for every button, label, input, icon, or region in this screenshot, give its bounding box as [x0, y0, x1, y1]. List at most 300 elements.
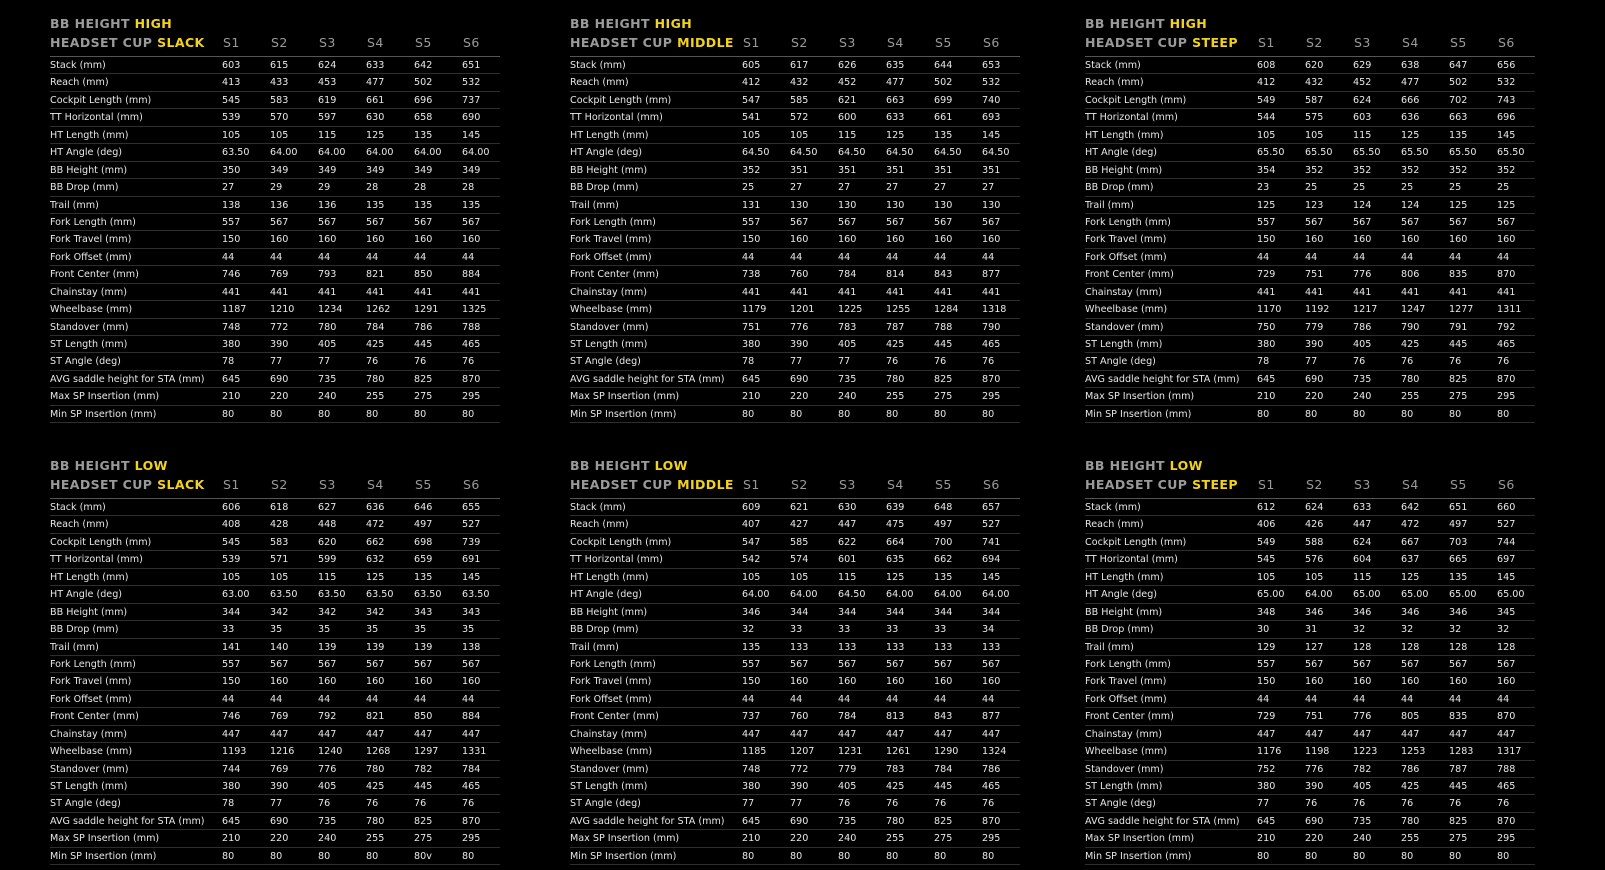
cell-value: 583 [270, 536, 289, 548]
bb-height-label: BB HEIGHT [50, 16, 130, 31]
cell-value: 63.00 [222, 589, 250, 601]
cell-value: 150 [1257, 234, 1276, 246]
table-row [1085, 691, 1535, 708]
cell-value: 447 [742, 728, 761, 740]
row-label: HT Angle (deg) [570, 589, 643, 601]
cell-value: 630 [838, 502, 857, 513]
row-values [742, 500, 1030, 516]
cell-value: 80 [982, 408, 995, 420]
cell-value: 567 [462, 216, 481, 228]
row-label: Min SP Insertion (mm) [50, 850, 157, 862]
cell-value: 539 [222, 554, 241, 566]
row-label: Cockpit Length (mm) [50, 94, 152, 106]
cell-value: 344 [934, 606, 953, 618]
cell-value: 567 [366, 658, 385, 670]
row-values [222, 267, 510, 283]
row-label: Stack (mm) [570, 502, 626, 513]
cell-value: 1324 [982, 746, 1007, 758]
cell-value: 408 [222, 519, 241, 531]
cell-value: 354 [1257, 164, 1276, 176]
cell-value: 343 [414, 606, 433, 618]
cell-value: 160 [1353, 676, 1372, 688]
cell-value: 405 [1353, 339, 1372, 350]
size-label: S3 [839, 477, 856, 492]
row-label: Cockpit Length (mm) [570, 94, 672, 106]
cell-value: 44 [982, 693, 995, 705]
row-label: BB Drop (mm) [1085, 182, 1154, 194]
cell-value: 445 [1449, 339, 1468, 350]
cell-value: 659 [414, 554, 433, 566]
row-values [1257, 605, 1545, 621]
cell-value: 567 [886, 216, 905, 228]
cell-value: 35 [318, 624, 331, 636]
cell-value: 527 [1497, 519, 1516, 531]
row-label: Min SP Insertion (mm) [570, 408, 677, 420]
row-label: Max SP Insertion (mm) [1085, 833, 1195, 845]
cell-value: 441 [742, 286, 761, 298]
cell-value: 44 [742, 251, 755, 263]
cell-value: 780 [886, 815, 905, 827]
cell-value: 133 [886, 641, 905, 653]
cell-value: 813 [886, 711, 905, 723]
cell-value: 63.50 [270, 589, 298, 601]
size-header [223, 475, 511, 494]
cell-value: 78 [742, 356, 755, 368]
table-row [50, 621, 500, 638]
cell-value: 502 [414, 77, 433, 89]
row-values [1257, 535, 1545, 551]
cell-value: 390 [790, 339, 809, 350]
cell-value: 80 [934, 850, 947, 862]
cell-value: 784 [838, 711, 857, 723]
cell-value: 210 [742, 833, 761, 845]
cell-value: 80 [1449, 850, 1462, 862]
table-row [570, 499, 1020, 516]
cell-value: 105 [270, 571, 289, 583]
cell-value: 630 [366, 112, 385, 124]
row-values [742, 320, 1030, 336]
cell-value: 772 [270, 321, 289, 333]
row-values [222, 692, 510, 708]
row-values [742, 180, 1030, 196]
table-row [50, 109, 500, 126]
cell-value: 138 [462, 641, 481, 653]
cell-value: 632 [366, 554, 385, 566]
row-values [222, 128, 510, 144]
table-row [570, 388, 1020, 405]
cell-value: 145 [982, 129, 1001, 141]
size-label: S5 [935, 35, 952, 50]
cell-value: 76 [366, 356, 379, 368]
row-values [222, 250, 510, 266]
row-values [1257, 814, 1545, 830]
cell-value: 405 [318, 781, 337, 792]
table-row [50, 319, 500, 336]
row-values [742, 692, 1030, 708]
cell-value: 255 [1401, 391, 1420, 403]
cell-value: 160 [318, 676, 337, 688]
table-row [570, 586, 1020, 603]
cell-value: 545 [222, 94, 241, 106]
cell-value: 814 [886, 269, 905, 281]
cell-value: 44 [318, 693, 331, 705]
cell-value: 125 [1401, 129, 1420, 141]
cell-value: 1291 [414, 304, 439, 316]
table-row [570, 144, 1020, 161]
geometry-table [570, 456, 1020, 865]
table-row [570, 266, 1020, 283]
cell-value: 629 [1353, 60, 1372, 71]
cell-value: 1261 [886, 746, 911, 758]
cell-value: 80 [886, 850, 899, 862]
size-label: S2 [791, 477, 808, 492]
row-values [742, 93, 1030, 109]
headset-cup-value: STEEP [1192, 35, 1238, 50]
cell-value: 105 [222, 571, 241, 583]
cell-value: 447 [1497, 728, 1516, 740]
cell-value: 380 [222, 781, 241, 792]
cell-value: 656 [1497, 60, 1516, 71]
cell-value: 160 [790, 234, 809, 246]
cell-value: 220 [1305, 833, 1324, 845]
cell-value: 571 [270, 554, 289, 566]
row-values [1257, 145, 1545, 161]
cell-value: 64.00 [982, 589, 1010, 601]
cell-value: 1284 [934, 304, 959, 316]
table-row [570, 249, 1020, 266]
cell-value: 44 [414, 251, 427, 263]
row-label: Front Center (mm) [1085, 711, 1174, 723]
table-row [1085, 109, 1535, 126]
cell-value: 567 [838, 658, 857, 670]
cell-value: 44 [462, 693, 475, 705]
cell-value: 115 [318, 571, 337, 583]
row-values [1257, 110, 1545, 126]
cell-value: 465 [1497, 339, 1516, 350]
cell-value: 28 [414, 182, 427, 194]
cell-value: 567 [982, 658, 1001, 670]
table-row [1085, 604, 1535, 621]
row-label: Reach (mm) [50, 519, 109, 531]
cell-value: 427 [790, 519, 809, 531]
row-values [222, 849, 510, 865]
row-values [1257, 215, 1545, 231]
cell-value: 637 [1401, 554, 1420, 566]
cell-value: 884 [462, 711, 481, 723]
cell-value: 160 [1449, 234, 1468, 246]
cell-value: 690 [462, 112, 481, 124]
cell-value: 737 [462, 94, 481, 106]
cell-value: 780 [1401, 373, 1420, 385]
cell-value: 782 [1353, 763, 1372, 775]
headset-cup-label: HEADSET CUP [1085, 477, 1188, 492]
cell-value: 76 [318, 798, 331, 810]
table-row [1085, 179, 1535, 196]
row-label: Min SP Insertion (mm) [1085, 850, 1192, 862]
cell-value: 64.50 [838, 589, 866, 601]
cell-value: 663 [1449, 112, 1468, 124]
row-label: HT Angle (deg) [570, 147, 643, 159]
cell-value: 620 [1305, 60, 1324, 71]
row-label: HT Angle (deg) [50, 147, 123, 159]
cell-value: 145 [1497, 129, 1516, 141]
row-values [1257, 302, 1545, 318]
cell-value: 27 [790, 182, 803, 194]
cell-value: 80 [270, 850, 283, 862]
cell-value: 78 [1257, 356, 1270, 368]
table-row [50, 673, 500, 690]
cell-value: 351 [838, 164, 857, 176]
row-label: Fork Travel (mm) [50, 676, 132, 688]
cell-value: 80 [742, 408, 755, 420]
cell-value: 850 [414, 711, 433, 723]
cell-value: 638 [1401, 60, 1420, 71]
cell-value: 65.50 [1449, 147, 1477, 159]
cell-value: 127 [1305, 641, 1324, 653]
row-label: AVG saddle height for STA (mm) [1085, 373, 1240, 385]
cell-value: 76 [1353, 798, 1366, 810]
row-label: ST Angle (deg) [1085, 798, 1156, 810]
cell-value: 502 [1449, 77, 1468, 89]
cell-value: 346 [1401, 606, 1420, 618]
cell-value: 825 [414, 815, 433, 827]
row-label: Front Center (mm) [570, 711, 659, 723]
cell-value: 639 [886, 502, 905, 513]
cell-value: 477 [1401, 77, 1420, 89]
cell-value: 806 [1401, 269, 1420, 281]
cell-value: 80 [838, 408, 851, 420]
cell-value: 349 [462, 164, 481, 176]
cell-value: 791 [1449, 321, 1468, 333]
cell-value: 44 [1305, 251, 1318, 263]
cell-value: 750 [1257, 321, 1276, 333]
cell-value: 662 [934, 554, 953, 566]
cell-value: 741 [982, 536, 1001, 548]
cell-value: 783 [838, 321, 857, 333]
row-label: Stack (mm) [1085, 502, 1141, 513]
cell-value: 441 [886, 286, 905, 298]
row-values [1257, 354, 1545, 370]
cell-value: 80 [1257, 850, 1270, 862]
cell-value: 145 [462, 129, 481, 141]
cell-value: 447 [934, 728, 953, 740]
cell-value: 735 [1353, 815, 1372, 827]
cell-value: 27 [838, 182, 851, 194]
cell-value: 776 [318, 763, 337, 775]
row-values [1257, 657, 1545, 673]
table-row [1085, 551, 1535, 568]
cell-value: 805 [1401, 711, 1420, 723]
cell-value: 527 [982, 519, 1001, 531]
cell-value: 665 [1449, 554, 1468, 566]
cell-value: 220 [790, 391, 809, 403]
cell-value: 448 [318, 519, 337, 531]
table-row [1085, 848, 1535, 865]
cell-value: 65.50 [1353, 147, 1381, 159]
cell-value: 35 [414, 624, 427, 636]
cell-value: 64.00 [742, 589, 770, 601]
row-values [742, 110, 1030, 126]
table-row [1085, 656, 1535, 673]
cell-value: 27 [982, 182, 995, 194]
cell-value: 567 [1353, 658, 1372, 670]
row-label: Cockpit Length (mm) [570, 536, 672, 548]
cell-value: 390 [1305, 781, 1324, 792]
cell-value: 150 [742, 234, 761, 246]
row-label: Chainstay (mm) [570, 286, 647, 298]
cell-value: 160 [366, 234, 385, 246]
table-row [570, 57, 1020, 74]
cell-value: 135 [366, 199, 385, 211]
row-label: Front Center (mm) [1085, 269, 1174, 281]
cell-value: 567 [366, 216, 385, 228]
row-values [222, 500, 510, 516]
row-values [222, 674, 510, 690]
cell-value: 349 [366, 164, 385, 176]
row-values [742, 163, 1030, 179]
table-row [1085, 813, 1535, 830]
row-values [742, 75, 1030, 91]
cell-value: 349 [270, 164, 289, 176]
cell-value: 80 [1305, 850, 1318, 862]
table-row [1085, 336, 1535, 353]
cell-value: 160 [1497, 234, 1516, 246]
cell-value: 105 [1257, 571, 1276, 583]
row-label: Trail (mm) [50, 199, 99, 211]
cell-value: 210 [1257, 391, 1276, 403]
cell-value: 787 [886, 321, 905, 333]
cell-value: 690 [790, 815, 809, 827]
cell-value: 295 [1497, 833, 1516, 845]
cell-value: 567 [270, 658, 289, 670]
table-row [50, 656, 500, 673]
row-label: Max SP Insertion (mm) [1085, 391, 1195, 403]
size-header [1258, 33, 1546, 52]
row-values [742, 407, 1030, 423]
table-row [570, 726, 1020, 743]
cell-value: 160 [366, 676, 385, 688]
cell-value: 445 [934, 781, 953, 792]
headset-cup-label: HEADSET CUP [50, 477, 153, 492]
cell-value: 80 [886, 408, 899, 420]
cell-value: 105 [1257, 129, 1276, 141]
cell-value: 497 [1449, 519, 1468, 531]
row-label: Chainstay (mm) [1085, 728, 1162, 740]
cell-value: 1217 [1353, 304, 1378, 316]
row-label: Fork Length (mm) [1085, 658, 1171, 670]
cell-value: 115 [318, 129, 337, 141]
cell-value: 160 [1401, 676, 1420, 688]
cell-value: 696 [414, 94, 433, 106]
cell-value: 105 [742, 129, 761, 141]
cell-value: 700 [934, 536, 953, 548]
cell-value: 567 [886, 658, 905, 670]
cell-value: 44 [1257, 693, 1270, 705]
headset-cup-heading [570, 33, 1020, 52]
size-label: S1 [743, 477, 760, 492]
cell-value: 738 [742, 269, 761, 281]
cell-value: 25 [1497, 182, 1510, 194]
headset-cup-heading [570, 475, 1020, 494]
row-label: HT Angle (deg) [50, 589, 123, 601]
row-values [1257, 93, 1545, 109]
cell-value: 1247 [1401, 304, 1426, 316]
cell-value: 617 [790, 60, 809, 71]
cell-value: 344 [982, 606, 1001, 618]
cell-value: 472 [1401, 519, 1420, 531]
cell-value: 567 [1497, 216, 1516, 228]
cell-value: 65.00 [1497, 589, 1525, 601]
table-row [570, 319, 1020, 336]
row-values [742, 145, 1030, 161]
row-values [1257, 285, 1545, 301]
cell-value: 567 [934, 658, 953, 670]
row-label: Fork Offset (mm) [50, 693, 132, 705]
row-values [742, 285, 1030, 301]
cell-value: 412 [742, 77, 761, 89]
cell-value: 477 [366, 77, 385, 89]
row-values [742, 389, 1030, 405]
cell-value: 587 [1305, 94, 1324, 106]
cell-value: 447 [1353, 728, 1372, 740]
row-label: Chainstay (mm) [50, 286, 127, 298]
geometry-table [50, 14, 500, 423]
table-row [1085, 74, 1535, 91]
row-label: Min SP Insertion (mm) [570, 850, 677, 862]
cell-value: 220 [270, 391, 289, 403]
cell-value: 64.00 [366, 147, 394, 159]
cell-value: 549 [1257, 536, 1276, 548]
cell-value: 351 [790, 164, 809, 176]
cell-value: 44 [222, 251, 235, 263]
cell-value: 63.50 [222, 147, 250, 159]
row-values [742, 744, 1030, 760]
row-values [742, 779, 1030, 795]
cell-value: 601 [838, 554, 857, 566]
cell-value: 33 [790, 624, 803, 636]
cell-value: 240 [838, 833, 857, 845]
cell-value: 1201 [790, 304, 815, 316]
cell-value: 646 [414, 502, 433, 513]
cell-value: 633 [886, 112, 905, 124]
cell-value: 786 [1353, 321, 1372, 333]
cell-value: 76 [1401, 356, 1414, 368]
size-label: S5 [415, 35, 432, 50]
geometry-table [1085, 456, 1535, 865]
cell-value: 751 [1305, 269, 1324, 281]
cell-value: 30 [1257, 624, 1270, 636]
cell-value: 788 [462, 321, 481, 333]
cell-value: 870 [1497, 373, 1516, 385]
cell-value: 441 [982, 286, 1001, 298]
row-values [1257, 267, 1545, 283]
geometry-table [570, 14, 1020, 423]
cell-value: 547 [742, 94, 761, 106]
cell-value: 352 [742, 164, 761, 176]
table-row [50, 499, 500, 516]
cell-value: 150 [1257, 676, 1276, 688]
cell-value: 655 [462, 502, 481, 513]
cell-value: 447 [222, 728, 241, 740]
cell-value: 870 [982, 815, 1001, 827]
cell-value: 1176 [1257, 746, 1282, 758]
cell-value: 125 [366, 571, 385, 583]
table-row [1085, 673, 1535, 690]
bb-height-label: BB HEIGHT [570, 16, 650, 31]
cell-value: 390 [270, 339, 289, 350]
cell-value: 549 [1257, 94, 1276, 106]
size-label: S2 [791, 35, 808, 50]
